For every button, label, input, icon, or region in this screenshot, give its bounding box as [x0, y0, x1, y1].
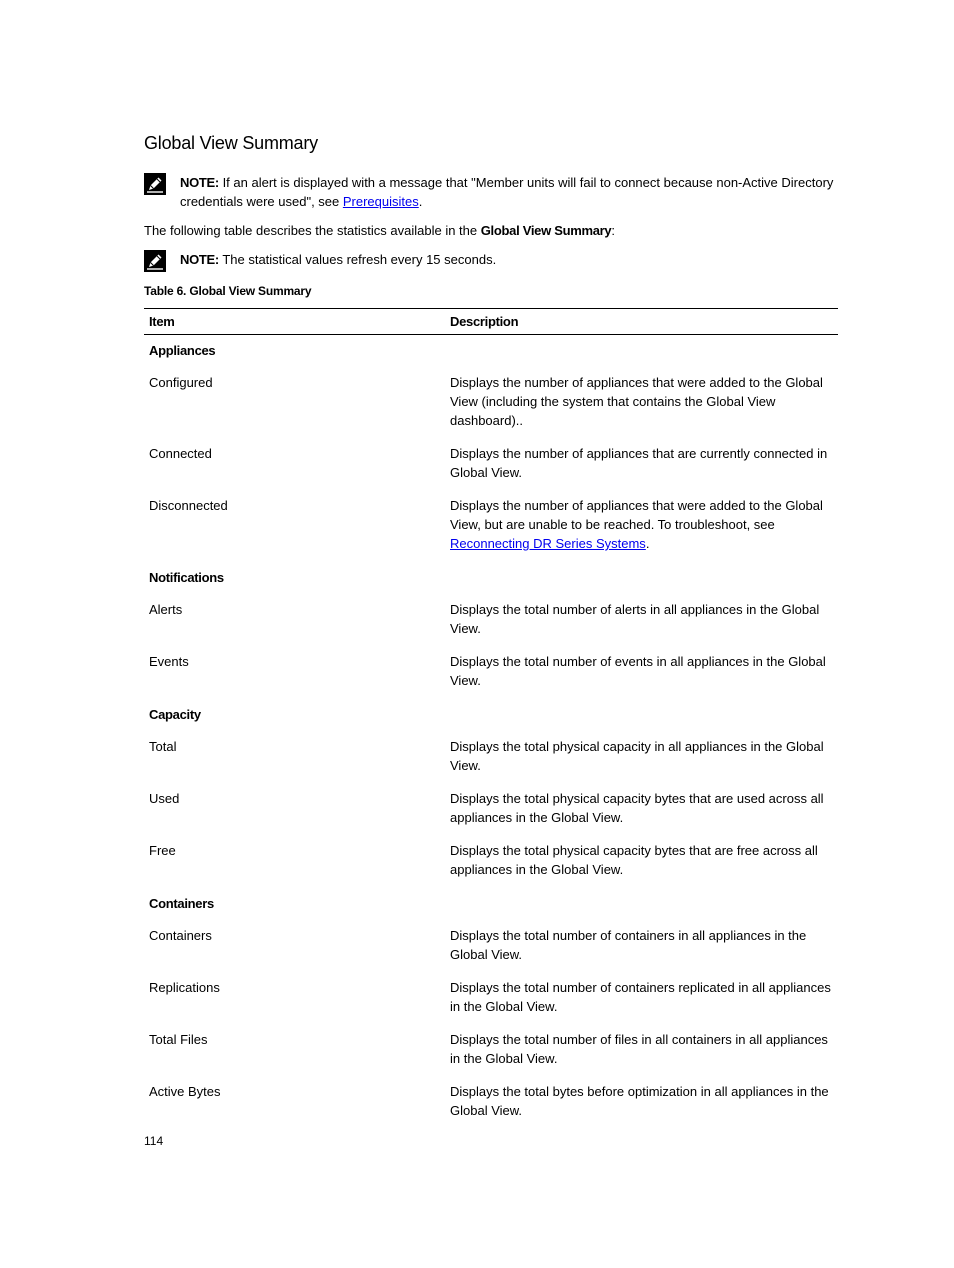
- table-row: [144, 1078, 838, 1130]
- section-row-appliances: [144, 335, 838, 370]
- header-description: Description: [445, 309, 838, 335]
- prerequisites-link[interactable]: Prerequisites: [342, 194, 419, 209]
- global-view-summary-table: [144, 308, 838, 1130]
- intro-paragraph: [144, 221, 838, 240]
- section-title: Capacity: [149, 707, 201, 722]
- item-cell: Free: [149, 843, 176, 858]
- item-cell: Disconnected: [149, 498, 228, 513]
- description-cell: Displays the total physical capacity in all appliances in the Global View.: [450, 739, 824, 773]
- description-text: Displays the number of appliances that were added to the Global View, but are unable to be reached. To troubleshoot, see: [450, 498, 823, 532]
- table-row: [144, 596, 838, 648]
- note-body: If an alert is displayed with a message that "Member units will fail to connect because non-Active Directory credentials were used", see: [180, 175, 834, 209]
- description-cell: Displays the total bytes before optimization in all appliances in the Global View.: [450, 1084, 829, 1118]
- intro-suffix: :: [611, 223, 615, 238]
- description-cell: Displays the total number of files in all containers in all appliances in the Global View.: [450, 1032, 828, 1066]
- section-row-containers: [144, 889, 838, 922]
- pencil-note-icon: [144, 250, 180, 272]
- table-row: [144, 492, 838, 563]
- description-cell: [445, 492, 838, 563]
- page-number: 114: [144, 1134, 164, 1148]
- table-row: [144, 974, 838, 1026]
- intro-bold: Global View Summary: [480, 223, 612, 238]
- table-row: [144, 440, 838, 492]
- description-cell: Displays the number of appliances that are currently connected in Global View.: [450, 446, 828, 480]
- item-cell: Used: [149, 791, 180, 806]
- description-cell: Displays the total number of alerts in all appliances in the Global View.: [450, 602, 820, 636]
- note-text: [180, 250, 496, 272]
- intro-text: The following table describes the statistics available in the: [144, 223, 481, 238]
- table-row: [144, 837, 838, 889]
- description-suffix: .: [645, 536, 650, 551]
- description-cell: Displays the total number of containers in all appliances in the Global View.: [450, 928, 807, 962]
- table-row: [144, 922, 838, 974]
- item-cell: Connected: [149, 446, 212, 461]
- table-row: [144, 648, 838, 700]
- item-cell: Active Bytes: [149, 1084, 221, 1099]
- table-header-row: [144, 309, 838, 335]
- description-cell: Displays the total physical capacity bytes that are used across all appliances in the Global View.: [450, 791, 824, 825]
- table-row: [144, 785, 838, 837]
- item-cell: Events: [149, 654, 189, 669]
- description-cell: Displays the total physical capacity bytes that are free across all appliances in the Global View.: [450, 843, 818, 877]
- item-cell: Containers: [149, 928, 212, 943]
- note-credentials: [144, 173, 838, 211]
- note-refresh: [144, 250, 838, 272]
- item-cell: Configured: [149, 375, 213, 390]
- item-cell: Replications: [149, 980, 220, 995]
- pencil-note-icon: [144, 173, 180, 211]
- reconnecting-dr-series-link[interactable]: Reconnecting DR Series Systems: [450, 536, 646, 551]
- header-item: Item: [144, 309, 445, 335]
- description-cell: Displays the number of appliances that were added to the Global View (including the system that contains the Global View dashboard)..: [450, 375, 823, 428]
- description-cell: Displays the total number of containers replicated in all appliances in the Global View.: [450, 980, 831, 1014]
- table-row: [144, 1026, 838, 1078]
- note-label: NOTE:: [180, 175, 219, 190]
- item-cell: Total Files: [149, 1032, 208, 1047]
- section-title: Appliances: [149, 343, 216, 358]
- table-row: [144, 733, 838, 785]
- section-title: Containers: [149, 896, 214, 911]
- note-text: [180, 173, 838, 211]
- item-cell: Total: [149, 739, 177, 754]
- page-title: Global View Summary: [144, 133, 318, 153]
- section-row-capacity: [144, 700, 838, 733]
- note-label: NOTE:: [180, 252, 219, 267]
- section-title: Notifications: [149, 570, 224, 585]
- description-cell: Displays the total number of events in all appliances in the Global View.: [450, 654, 826, 688]
- table-caption: Table 6. Global View Summary: [144, 284, 312, 298]
- note-body: The statistical values refresh every 15 seconds.: [218, 252, 497, 267]
- item-cell: Alerts: [149, 602, 183, 617]
- section-row-notifications: [144, 563, 838, 596]
- note-suffix: .: [418, 194, 423, 209]
- table-row: [144, 369, 838, 440]
